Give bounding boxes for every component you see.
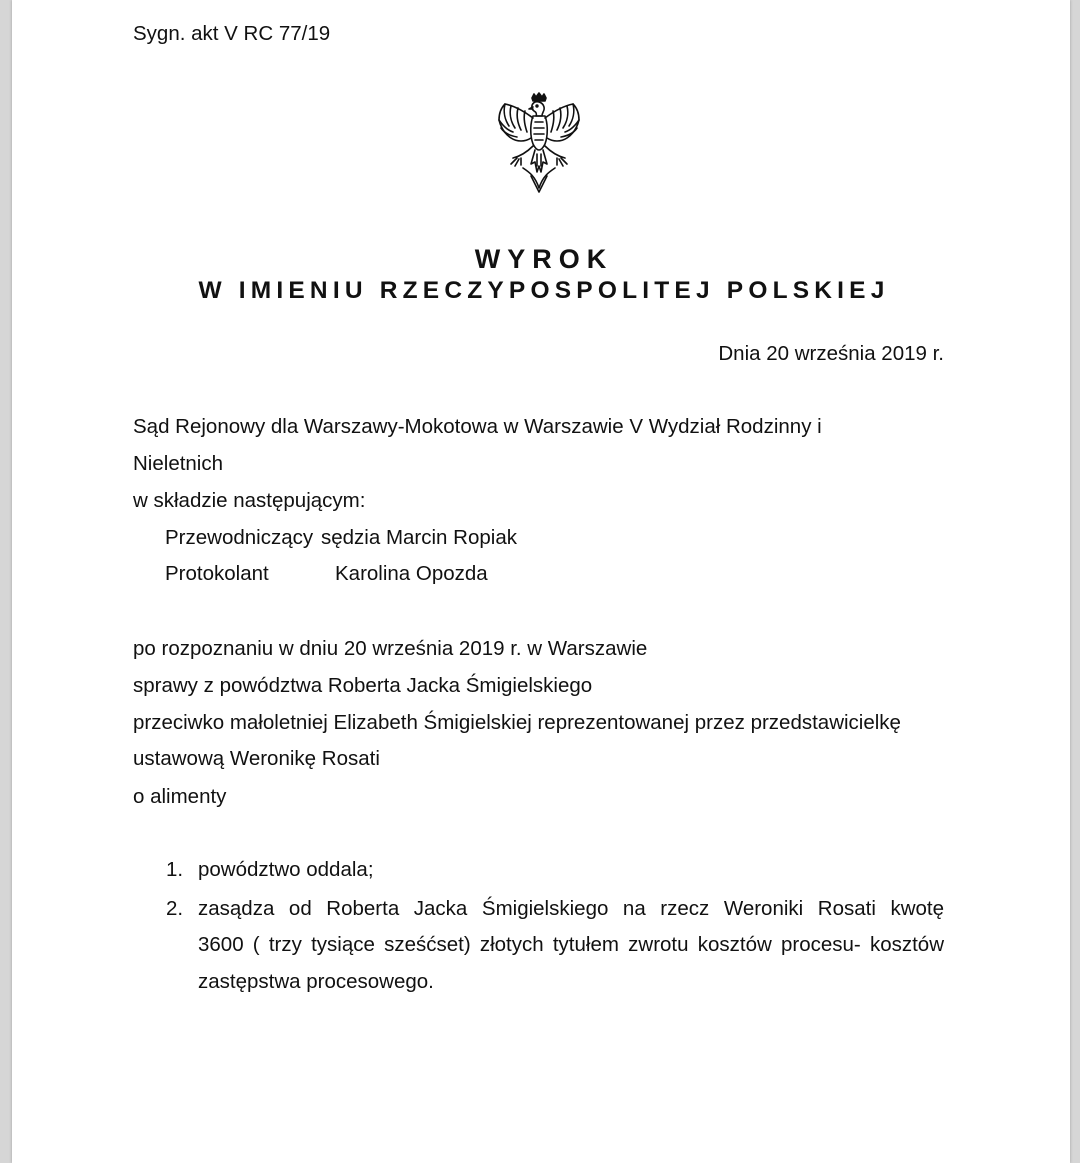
ruling-text: 3600 ( trzy tysiące sześćset) złotych tytułem zwrotu kosztów procesu- kosztów [198,933,944,956]
case-reference: Sygn. akt V RC 77/19 [133,22,331,45]
ruling-number: 2. [166,897,184,920]
chair-name: sędzia Marcin Ropiak [321,526,517,549]
clerk-name: Karolina Opozda [335,562,488,585]
document-page [12,0,1070,1163]
proceedings-line: sprawy z powództwa Roberta Jacka Śmigielskiego [133,674,593,697]
proceedings-line: ustawową Weronikę Rosati [133,747,380,770]
judgment-date: Dnia 20 września 2019 r. [718,342,944,365]
ruling-text: zastępstwa procesowego. [198,970,434,993]
ruling-text: zasądza od Roberta Jacka Śmigielskiego na rzecz Weroniki Rosati kwotę [198,897,944,920]
composition-label: w składzie następującym: [133,489,366,512]
ruling-number: 1. [166,858,184,881]
proceedings-line: po rozpoznaniu w dniu 20 września 2019 r. w Warszawie [133,637,648,660]
judgment-title: WYROK [474,244,614,274]
proceedings-line: o alimenty [133,785,227,808]
court-name-line: Sąd Rejonowy dla Warszawy-Mokotowa w Warszawie V Wydział Rodzinny i [133,415,822,438]
proceedings-line: przeciwko małoletniej Elizabeth Śmigielskiej reprezentowanej przez przedstawicielkę [133,711,901,734]
ruling-text: powództwo oddala; [198,858,374,881]
eagle-emblem-icon [493,92,585,194]
court-name-line: Nieletnich [133,452,224,475]
clerk-role: Protokolant [165,562,269,585]
chair-role: Przewodniczący [165,526,314,549]
judgment-subtitle: W IMIENIU RZECZYPOSPOLITEJ POLSKIEJ [198,277,890,304]
